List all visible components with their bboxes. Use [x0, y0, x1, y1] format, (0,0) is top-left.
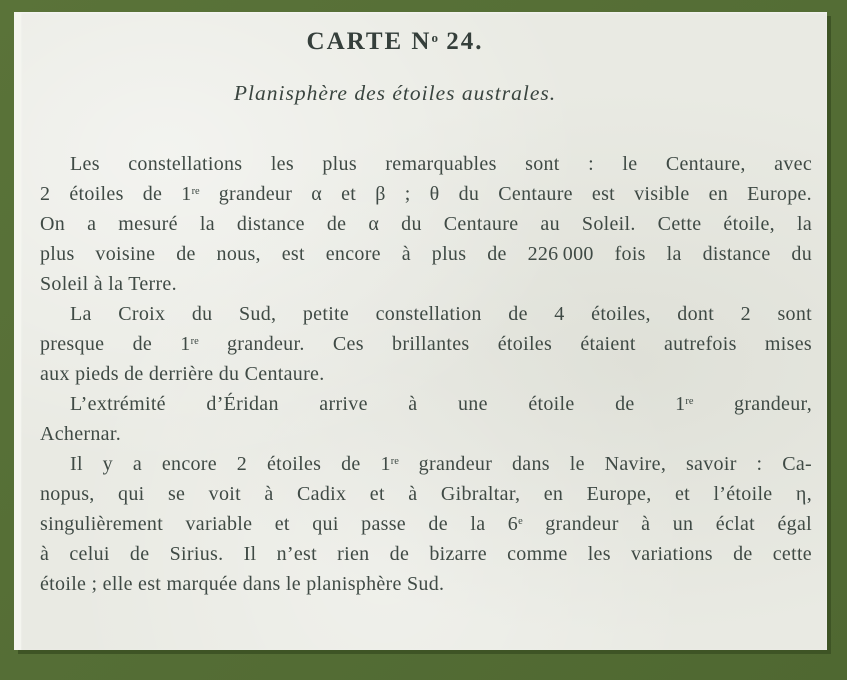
text-line: L’extrémité d’Éridan arrive à une étoile de 1re grandeur, — [70, 393, 812, 415]
paragraph-1 — [40, 149, 812, 299]
text-line: Les constellations les plus remarquables sont : le Centaure, avec — [70, 153, 812, 175]
page-subtitle: Planisphère des étoiles australes. — [233, 81, 557, 105]
text-line: Il y a encore 2 étoiles de 1re grandeur dans le Navire, savoir : Ca- — [70, 453, 812, 475]
text-line: nopus, qui se voit à Cadix et à Gibraltar, en Europe, et l’étoile η, — [40, 483, 812, 505]
text-line: plus voisine de nous, est encore à plus de 226 000 fois la distance du — [40, 243, 812, 265]
text-line: On a mesuré la distance de α du Centaure au Soleil. Cette étoile, la — [40, 213, 812, 235]
text-line: étoile ; elle est marquée dans le planisphère Sud. — [40, 573, 445, 595]
page-header — [21, 28, 827, 106]
text-line: aux pieds de derrière du Centaure. — [40, 363, 325, 385]
page-title: CARTE $N^o$ 24. — [306, 28, 484, 55]
text-line: La Croix du Sud, petite constellation de 4 étoiles, dont 2 sont — [70, 303, 812, 325]
paragraph-4 — [40, 449, 812, 599]
document-page — [14, 12, 827, 650]
text-line: presque de 1re grandeur. Ces brillantes étoiles étaient autrefois mises — [40, 333, 812, 355]
paragraph-2 — [40, 299, 812, 389]
text-line: Soleil à la Terre. — [40, 273, 177, 295]
text-line: singulièrement variable et qui passe de la 6e grandeur à un éclat égal — [40, 513, 812, 535]
paragraph-3 — [40, 389, 812, 449]
text-line: à celui de Sirius. Il n’est rien de bizarre comme les variations de cette — [40, 543, 812, 565]
body-text — [21, 149, 827, 599]
text-line: 2 étoiles de 1re grandeur α et β ; θ du Centaure est visible en Europe. — [40, 183, 812, 205]
text-line: Achernar. — [40, 423, 121, 445]
